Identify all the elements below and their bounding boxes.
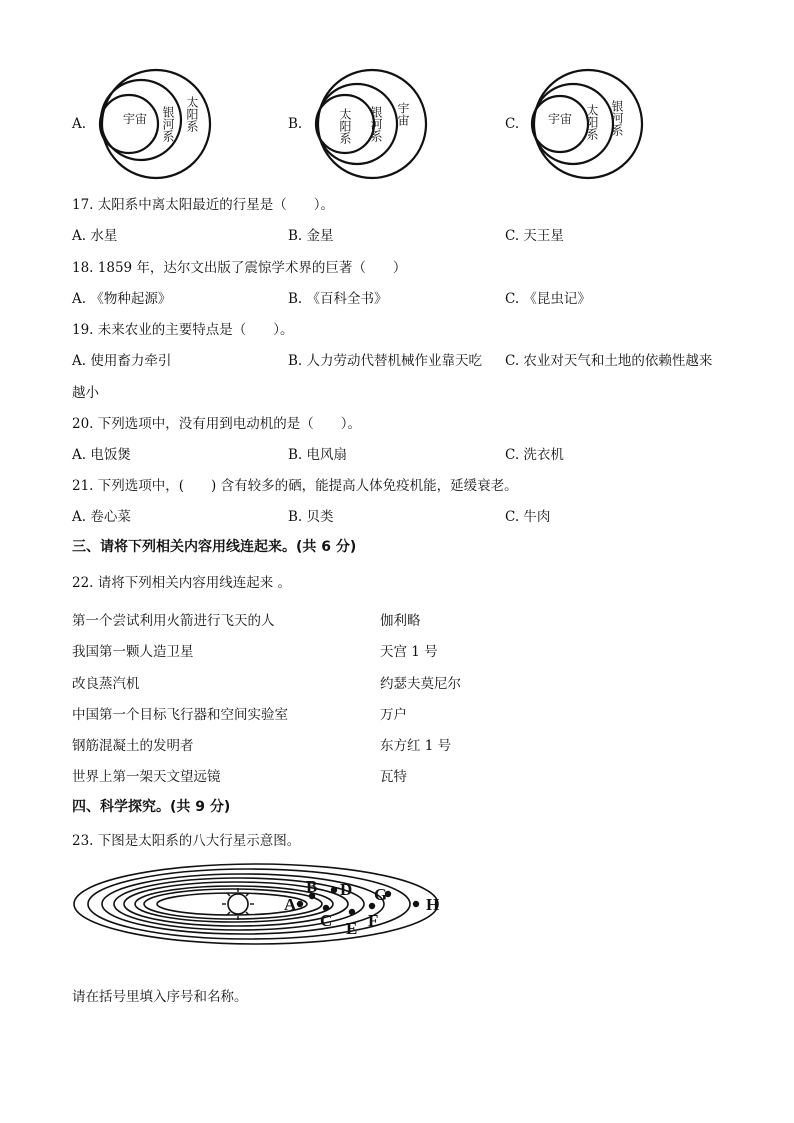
planet-label: B [306, 877, 318, 896]
middle-label: 银河系 [369, 106, 383, 142]
q18-option-c: C. 《昆虫记》 [505, 291, 591, 307]
option-b-diagram [312, 68, 430, 180]
middle-label: 太阳系 [585, 104, 599, 140]
solar-system-diagram [70, 850, 460, 960]
q23-stem: 23. 下图是太阳系的八大行星示意图。 [72, 833, 301, 849]
inner-label: 宇宙 [548, 112, 573, 126]
q22-right-item[interactable]: 瓦特 [380, 769, 407, 785]
option-a-diagram [96, 68, 214, 180]
q22-right-item[interactable]: 伽利略 [380, 613, 421, 629]
planet-label: E [346, 919, 358, 938]
planet-a-dot [297, 901, 303, 907]
middle-circle [533, 84, 613, 164]
planet-label: H [426, 895, 440, 914]
q22-right-item[interactable]: 万户 [380, 707, 407, 723]
inner-label: 太阳系 [338, 108, 352, 144]
inner-label: 宇宙 [123, 112, 148, 126]
q22-left-item[interactable]: 钢筋混凝土的发明者 [72, 738, 194, 754]
q17-option-a: A. 水星 [72, 228, 118, 244]
q20-option-a: A. 电饭煲 [72, 447, 131, 463]
planet-label: F [368, 911, 379, 930]
q22-right-item[interactable]: 天宫 1 号 [380, 644, 438, 660]
q21-stem: 21. 下列选项中，( ) 含有较多的硒，能提高人体免疫机能，延缓衰老。 [72, 478, 518, 494]
planet-label: C [320, 911, 333, 930]
q23-instruction: 请在括号里填入序号和名称。 [72, 989, 248, 1005]
planet-h-dot [413, 901, 419, 907]
q19-stem: 19. 未来农业的主要特点是（ ）。 [72, 322, 294, 338]
section-4-title: 四、科学探究。(共 9 分) [72, 799, 231, 815]
q19-option-a: A. 使用畜力牵引 [72, 353, 172, 369]
middle-circle [317, 84, 397, 164]
option-b-letter: B. [288, 116, 303, 132]
middle-label: 银河系 [161, 106, 175, 142]
q18-option-a: A. 《物种起源》 [72, 291, 172, 307]
planet-e-dot [349, 909, 355, 915]
q19-option-b: B. 人力劳动代替机械作业靠天吃 [288, 353, 483, 369]
q22-right-item[interactable]: 约瑟夫莫尼尔 [380, 676, 461, 692]
option-a-letter: A. [72, 116, 87, 132]
outer-label: 太阳系 [185, 96, 199, 132]
section-3-title: 三、请将下列相关内容用线连起来。(共 6 分) [72, 539, 357, 555]
outer-label: 银河系 [610, 100, 624, 136]
q17-option-b: B. 金星 [288, 228, 334, 244]
q20-option-c: C. 洗衣机 [505, 447, 564, 463]
q19-option-c: C. 农业对天气和土地的依赖性越来 [505, 353, 713, 369]
q22-left-item[interactable]: 第一个尝试利用火箭进行飞天的人 [72, 613, 275, 629]
q19-option-c-continued: 越小 [72, 385, 99, 401]
q22-left-item[interactable]: 中国第一个目标飞行器和空间实验室 [72, 707, 288, 723]
q18-stem: 18. 1859 年，达尔文出版了震惊学术界的巨著（ ） [72, 260, 407, 276]
q21-option-c: C. 牛肉 [505, 509, 551, 525]
q21-option-b: B. 贝类 [288, 509, 334, 525]
q22-right-item[interactable]: 东方红 1 号 [380, 738, 452, 754]
q22-left-item[interactable]: 我国第一颗人造卫星 [72, 644, 194, 660]
q18-option-b: B. 《百科全书》 [288, 291, 388, 307]
outer-label: 宇宙 [396, 102, 410, 126]
q17-option-c: C. 天王星 [505, 228, 564, 244]
orbit-g [88, 869, 410, 939]
planet-label: G [374, 885, 388, 904]
q22-left-item[interactable]: 改良蒸汽机 [72, 676, 140, 692]
q22-left-item[interactable]: 世界上第一架天文望远镜 [72, 769, 221, 785]
option-c-diagram [528, 68, 646, 180]
q20-option-b: B. 电风扇 [288, 447, 348, 463]
planet-d-dot [331, 887, 337, 893]
option-c-letter: C. [505, 116, 520, 132]
q21-option-a: A. 卷心菜 [72, 509, 131, 525]
q22-stem: 22. 请将下列相关内容用线连起来 。 [72, 575, 292, 591]
planet-label: A [284, 895, 297, 914]
planet-label: D [340, 880, 353, 899]
q17-stem: 17. 太阳系中离太阳最近的行星是（ ）。 [72, 197, 335, 213]
q20-stem: 20. 下列选项中，没有用到电动机的是（ ）。 [72, 416, 362, 432]
